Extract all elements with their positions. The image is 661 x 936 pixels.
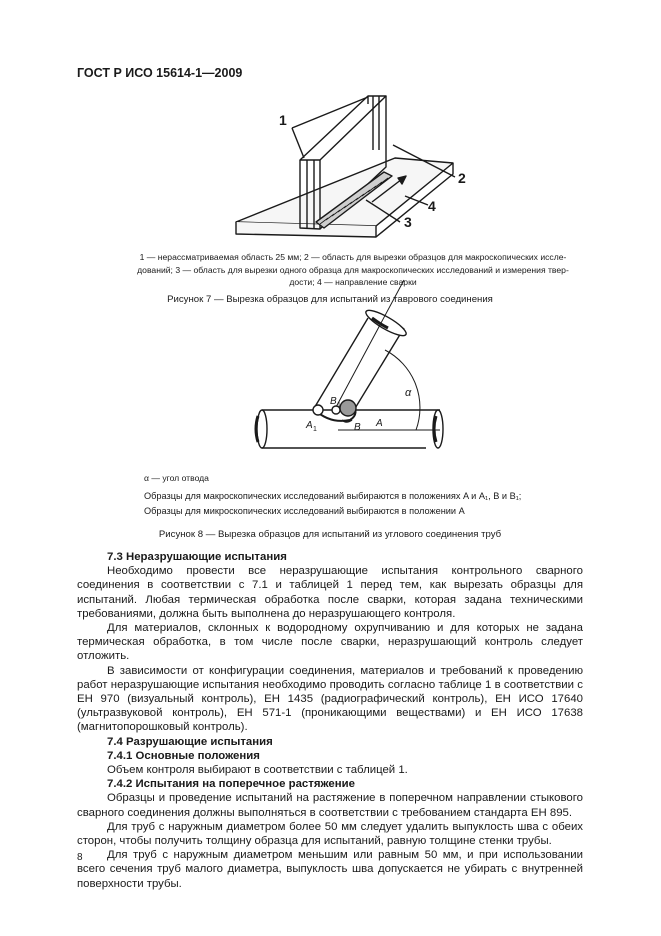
callout-4: 4: [428, 198, 436, 214]
section-7-4-title: 7.4 Разрушающие испытания: [107, 735, 273, 748]
callout-2: 2: [458, 170, 466, 186]
label-b: B: [354, 422, 361, 433]
page-number: 8: [77, 852, 83, 863]
paragraph: Необходимо провести все неразрушающие испытания контрольного сварного соединения в соответствии с 7.1 и таблицей 1 перед тем, как вырезать образцы для испытаний. Любая термическая обработка после сварки, которая задана техническими требованиями, должна быть выполнена до неразрушающего контроля.: [77, 565, 583, 620]
figure8-pipe-branch: [256, 280, 443, 448]
figure8-legend-alpha: α — угол отвода: [144, 473, 209, 483]
figure8-caption: Рисунок 8 — Вырезка образцов для испытаний из углового соединения труб: [158, 529, 502, 540]
section-7-4-1-title: 7.4.1 Основные положения: [107, 749, 260, 762]
paragraph: Объем контроля выбирают в соответствии с таблицей 1.: [107, 764, 408, 777]
main-text: [77, 550, 583, 891]
label-b1: B: [330, 396, 337, 407]
figure7-legend-line: дований; 3 — область для вырезки одного образца для макроскопических исследований и измерения твер-: [137, 264, 569, 275]
label-b1-sub: 1: [337, 402, 341, 409]
callout-1: 1: [279, 112, 287, 128]
figure7-legend-line: 1 — нерассматриваемая область 25 мм; 2 — область для вырезки образцов для макроскопических иссле-: [139, 252, 567, 262]
figure7-legend: [118, 251, 588, 289]
document-header: ГОСТ Р ИСО 15614-1—2009: [77, 66, 243, 80]
label-a1: A: [306, 420, 313, 431]
section-7-4-2-title: 7.4.2 Испытания на поперечное растяжение: [107, 778, 355, 791]
label-alpha: α: [405, 387, 412, 399]
figure8-macro-note: Образцы для макроскопических исследований выбираются в положениях A и A₁, B и B₁;: [144, 491, 522, 501]
paragraph: Для материалов, склонных к водородному охрупчиванию и для которых не задана термическая обработка, в том числе после сварки, неразрушающий контроль следует отложить.: [77, 622, 583, 663]
paragraph: Образцы и проведение испытаний на растяжение в поперечном направлении стыкового сварного соединения должны выполняться в соответствии с требованием стандарта ЕН 895.: [77, 792, 583, 819]
section-7-3-title: 7.3 Неразрушающие испытания: [107, 551, 287, 563]
label-a1-sub: 1: [313, 426, 317, 433]
paragraph: Для труб с наружным диаметром меньшим или равным 50 мм, и при использовании всего сечения труб малого диаметра, выпуклость шва допускается не убирать с внутренней поверхности трубы.: [77, 849, 583, 890]
paragraph: Для труб с наружным диаметром более 50 мм следует удалить выпуклость шва с обеих сторон, чтобы получить толщину образца для испытаний, равную толщине стенки трубы.: [77, 820, 583, 848]
callout-3: 3: [404, 214, 412, 230]
paragraph: В зависимости от конфигурации соединения, материалов и требований к проведению работ неразрушающие испытания необходимо проводить согласно таблице 1 в соответствии с ЕН 970 (визуальный контроль), ЕН 1435 (радиографический контроль), ЕН ИСО 17640 (ультразвуковой контроль), ЕН 571-1 (проникающими веществами) и ЕН ИСО 17638 (магнитопорошковый контроль).: [77, 664, 583, 734]
figure7-caption: Рисунок 7 — Вырезка образцов для испытаний из таврового соединения: [167, 294, 493, 305]
figure8-micro-note: Образцы для микроскопических исследований выбираются в положении A: [144, 506, 465, 516]
label-a: A: [376, 418, 383, 429]
figure7-legend-line: дости; 4 — направление сварки: [289, 277, 417, 287]
figure7-tee-joint: [236, 96, 455, 237]
